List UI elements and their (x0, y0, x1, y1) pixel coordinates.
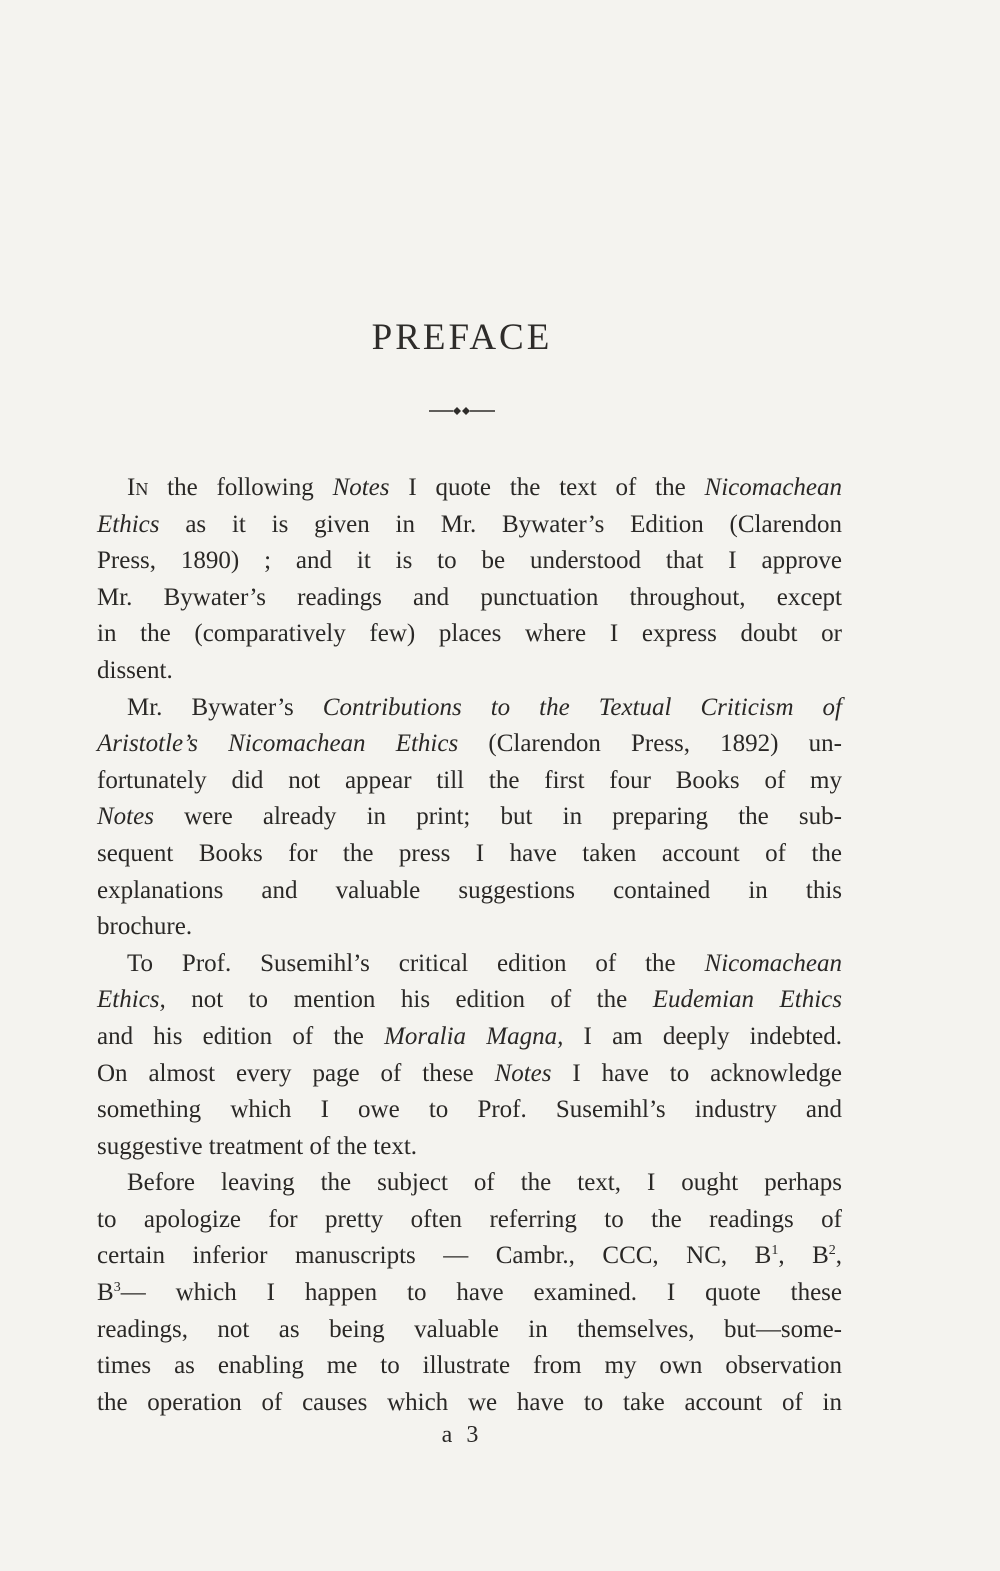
text-line: to apologize for pretty often referring to the readings of (97, 1205, 842, 1233)
text-span-italic: Contributions to the Textual Criticism of (322, 693, 842, 721)
ornament-divider (427, 401, 497, 421)
text-line (97, 507, 842, 544)
text-line (97, 982, 842, 1019)
text-span: , B (778, 1242, 829, 1270)
text-span-italic: Notes (494, 1059, 552, 1087)
text-line (97, 1238, 842, 1275)
text-line: suggestive treatment of the text. (97, 1132, 418, 1160)
text-line: dissent. (97, 656, 173, 684)
text-span: and his edition of the (97, 1022, 385, 1050)
text-line: brochure. (97, 913, 193, 941)
text-span: B (97, 1279, 114, 1307)
text-line: explanations and valuable suggestions contained in this (97, 876, 842, 904)
text-span: Mr. Bywater’s (127, 693, 323, 721)
text-span: To Prof. Susemihl’s critical edition of the (127, 949, 705, 977)
text-span: I have to acknowledge (551, 1059, 842, 1087)
text-line (97, 726, 842, 763)
text-line: sequent Books for the press I have taken account of the (97, 839, 842, 867)
preface-body (97, 470, 842, 1421)
text-span: I quote the text of the (389, 474, 705, 501)
text-span: the following (148, 474, 333, 501)
superscript: 1 (771, 1243, 779, 1259)
superscript: 2 (828, 1243, 836, 1259)
text-line: readings, not as being valuable in themselves, but—some- (97, 1315, 842, 1343)
text-span-italic: Notes (332, 474, 390, 501)
paragraph (97, 1165, 842, 1421)
text-span: , (835, 1242, 842, 1270)
text-span-italic: Moralia Magna, (384, 1022, 564, 1050)
text-line: fortunately did not appear till the first four Books of my (97, 766, 842, 794)
text-line: Before leaving the subject of the text, I ought perhaps (127, 1169, 842, 1197)
text-span: I am deeply indebted. (563, 1022, 843, 1050)
text-span: as it is given in Mr. Bywater’s Edition (Clarendon (159, 510, 842, 538)
text-line (97, 799, 842, 836)
text-line (97, 946, 842, 983)
text-line (97, 1019, 842, 1056)
text-line: Press, 1890) ; and it is to be understood that I approve (97, 547, 842, 575)
text-line (97, 690, 842, 727)
paragraph (97, 690, 842, 946)
text-span: In (127, 474, 149, 501)
text-span: On almost every page of these (97, 1059, 495, 1087)
text-span-italic: Aristotle’s Nicomachean Ethics (97, 730, 459, 758)
text-span: were already in print; but in preparing the sub- (153, 803, 842, 831)
text-line: times as enabling me to illustrate from my own observation (97, 1352, 842, 1380)
text-span-italic: Nicomachean (704, 474, 843, 501)
text-line: in the (comparatively few) places where I express doubt or (97, 620, 842, 648)
text-line (97, 1056, 842, 1093)
superscript: 3 (113, 1280, 121, 1296)
text-span-italic: Notes (97, 803, 154, 831)
text-span: certain inferior manuscripts — Cambr., CCC, NC, B (97, 1242, 772, 1270)
text-line: something which I owe to Prof. Susemihl’s industry and (97, 1096, 842, 1124)
text-line: the operation of causes which we have to take account of in (97, 1388, 842, 1416)
text-span-italic: Ethics (97, 510, 160, 538)
page-title: PREFACE (371, 317, 553, 358)
text-span: (Clarendon Press, 1892) un- (458, 730, 842, 758)
text-span: — which I happen to have examined. I quote these (120, 1279, 842, 1307)
paragraph (97, 946, 842, 1166)
paragraph (97, 470, 842, 690)
text-line (97, 470, 842, 507)
text-span-italic: Ethics, (97, 986, 166, 1014)
page-number: a 3 (441, 1422, 483, 1448)
text-span-italic: Eudemian Ethics (652, 986, 842, 1014)
text-line (97, 1275, 842, 1312)
text-line: Mr. Bywater’s readings and punctuation throughout, except (97, 583, 842, 611)
text-span-italic: Nicomachean (704, 949, 842, 977)
text-span: not to mention his edition of the (165, 986, 653, 1014)
